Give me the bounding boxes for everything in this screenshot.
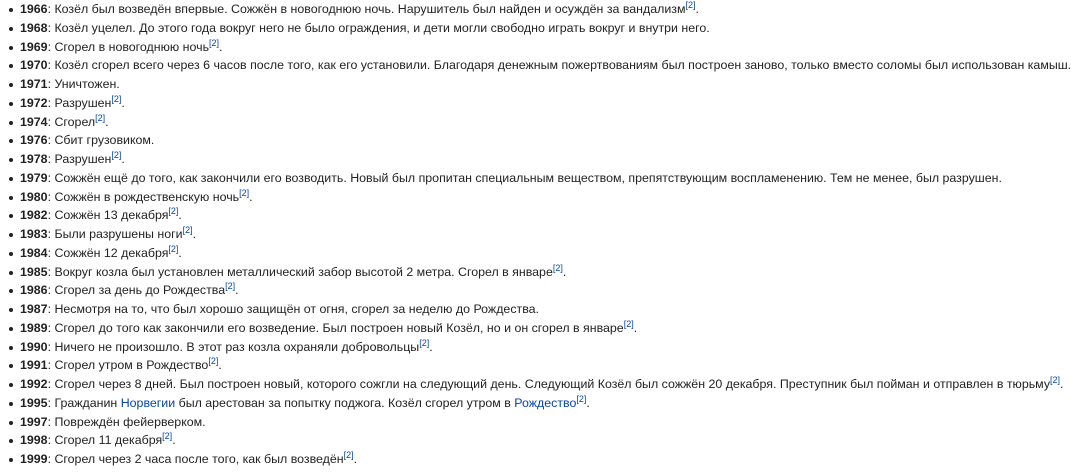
event-text: : Были разрушены ноги [47, 227, 183, 241]
event-text: : Сгорел [47, 114, 96, 129]
list-item [6, 394, 1024, 413]
bullet-icon [9, 439, 13, 443]
bullet-icon [9, 346, 13, 350]
event-year: 1972 [20, 95, 48, 110]
event-text: : Сбит грузовиком. [47, 133, 155, 148]
event-year: 1979 [20, 170, 48, 185]
event-text: : Гражданин [47, 395, 121, 410]
event-text: . [1060, 377, 1064, 391]
list-item [6, 356, 1024, 375]
event-text: . [695, 2, 699, 16]
event-year: 1970 [20, 58, 48, 73]
event-text: : Сгорел через 2 часа после того, как был возведён [47, 452, 344, 466]
bullet-icon [9, 289, 13, 293]
event-year: 1991 [20, 358, 48, 373]
bullet-icon [9, 421, 13, 425]
wiki-link[interactable]: Норвегии [120, 395, 176, 410]
event-year: 1966 [20, 2, 48, 16]
event-year: 1986 [20, 283, 48, 298]
event-year: 1968 [20, 20, 48, 35]
event-year: 1990 [20, 339, 48, 354]
event-year: 1971 [20, 77, 48, 91]
event-year: 1982 [20, 208, 48, 223]
bullet-icon [9, 196, 13, 200]
list-item [6, 169, 1024, 188]
event-text: . [105, 114, 109, 129]
list-item [6, 131, 1024, 150]
event-text: : Вокруг козла был установлен металлический забор высотой 2 метра. Сгорел в январе [47, 264, 553, 279]
event-year: 1995 [20, 395, 48, 410]
bullet-icon [9, 8, 13, 12]
bullet-icon [9, 308, 13, 312]
event-text: . [633, 320, 638, 335]
event-text: . [218, 358, 222, 373]
event-text: . [353, 452, 358, 466]
event-year: 1997 [20, 414, 48, 429]
event-text: : Сгорел через 8 дней. Был построен новый, которого сожгли на следующий день. Следующий Козёл был сожжён 20 декабря. Преступник был пойман и отправлен в тюрьму [47, 377, 1051, 391]
event-year: 1980 [20, 189, 48, 204]
list-item [6, 450, 1024, 469]
bullet-icon [9, 158, 13, 162]
list-item [6, 56, 1071, 75]
event-text: . [586, 395, 590, 410]
event-year: 1978 [20, 152, 48, 166]
event-year: 1992 [20, 377, 48, 391]
reference-link[interactable]: [2] [168, 243, 179, 254]
reference-link[interactable]: [2] [95, 112, 106, 123]
event-text: : Сгорел утром в Рождество [47, 358, 209, 373]
bullet-icon [9, 102, 13, 106]
reference-link[interactable]: [2] [111, 149, 122, 160]
reference-link[interactable]: [2] [623, 318, 634, 329]
event-text: : Сожжён 13 декабря [47, 208, 169, 223]
bullet-icon [9, 177, 13, 181]
list-item [6, 38, 1024, 57]
list-item [6, 113, 1024, 132]
event-text: : Сгорел 11 декабря [47, 433, 163, 448]
event-text: . [192, 227, 197, 241]
list-item [6, 263, 1024, 282]
reference-link[interactable]: [2] [1050, 374, 1061, 385]
bullet-icon [9, 46, 13, 50]
reference-link[interactable]: [2] [208, 356, 219, 367]
list-item [6, 244, 1024, 263]
list-item [6, 19, 1024, 38]
reference-link[interactable]: [2] [576, 393, 587, 404]
reference-link[interactable]: [2] [209, 37, 220, 48]
list-item [6, 319, 1024, 338]
event-text: : Сгорел до того как закончили его возведение. Был построен новый Козёл, но и он сгорел в январе [47, 320, 624, 335]
event-text: : Козёл сгорел всего через 6 часов после того, как его установили. Благодаря денежным пожертвованиям был построен заново, только вместо соломы был использован камыш. [47, 58, 1071, 73]
event-text: : Разрушен [47, 152, 112, 166]
event-year: 1976 [20, 133, 48, 148]
event-text: : Несмотря на то, что был хорошо защищён от огня, сгорел за неделю до Рождества. [47, 302, 539, 316]
event-year: 1983 [20, 227, 48, 241]
event-text: : Сожжён в рождественскую ночь [47, 189, 240, 204]
bullet-icon [9, 383, 13, 387]
event-text: . [249, 189, 253, 204]
list-item [6, 413, 1024, 432]
bullet-icon [9, 83, 13, 87]
event-text: : Козёл уцелел. До этого года вокруг него не было ограждения, и дети могли свободно играть вокруг и внутри него. [47, 20, 710, 35]
event-text: : Повреждён фейерверком. [47, 414, 206, 429]
event-year: 1998 [20, 433, 48, 448]
reference-link[interactable]: [2] [182, 224, 193, 235]
bullet-icon [9, 121, 13, 125]
bullet-icon [9, 214, 13, 218]
wiki-link[interactable]: Рождество [514, 395, 577, 410]
event-text: . [121, 152, 125, 166]
event-year: 1984 [20, 245, 48, 260]
bullet-icon [9, 402, 13, 406]
list-item [6, 94, 1024, 113]
event-text: : Сгорел в новогоднюю ночь [47, 39, 210, 54]
reference-link[interactable]: [2] [685, 0, 696, 10]
bullet-icon [9, 27, 13, 31]
bullet-icon [9, 252, 13, 256]
bullet-icon [9, 271, 13, 275]
event-text: . [219, 39, 223, 54]
reference-link[interactable]: [2] [419, 337, 430, 348]
event-text: : Сожжён 12 декабря [47, 245, 169, 260]
reference-link[interactable]: [2] [162, 431, 173, 442]
event-text: . [235, 283, 239, 298]
list-item [6, 75, 1024, 94]
bullet-icon [9, 327, 13, 331]
event-text: . [562, 264, 567, 279]
event-text: был арестован за попытку поджога. Козёл сгорел утром в [175, 395, 515, 410]
list-item [6, 300, 1024, 319]
list-item [6, 150, 1024, 169]
event-text: : Разрушен [47, 95, 112, 110]
event-text: : Сгорел за день до Рождества [47, 283, 226, 298]
list-item [6, 338, 1024, 357]
event-text: . [178, 245, 182, 260]
reference-link[interactable]: [2] [343, 449, 354, 460]
list-item [6, 281, 1024, 300]
event-text: : Козёл был возведён впервые. Сожжён в новогоднюю ночь. Нарушитель был найден и осуждён за вандализм [47, 2, 686, 16]
event-year: 1985 [20, 264, 48, 279]
event-text: : Сожжён ещё до того, как закончили его возводить. Новый был пропитан специальным веществом, препятствующим воспламенению. Тем не менее, был разрушен. [47, 170, 1002, 185]
event-year: 1974 [20, 114, 48, 129]
reference-link[interactable]: [2] [239, 187, 250, 198]
list-item [6, 431, 1024, 450]
event-year: 1989 [20, 320, 48, 335]
event-year: 1999 [20, 452, 48, 466]
list-item [6, 0, 1024, 19]
reference-link[interactable]: [2] [225, 281, 236, 292]
bullet-icon [9, 64, 13, 68]
bullet-icon [9, 364, 13, 368]
bullet-icon [9, 233, 13, 237]
event-year: 1969 [20, 39, 48, 54]
event-text: . [178, 208, 182, 223]
reference-link[interactable]: [2] [168, 206, 179, 217]
bullet-icon [9, 458, 13, 462]
event-text: . [429, 339, 433, 354]
list-item [6, 188, 1024, 207]
event-text: : Уничтожен. [47, 77, 120, 91]
reference-link[interactable]: [2] [111, 93, 122, 104]
event-year: 1987 [20, 302, 48, 316]
reference-link[interactable]: [2] [552, 262, 563, 273]
list-item [6, 225, 1024, 244]
event-text: . [172, 433, 176, 448]
list-item [6, 374, 1064, 394]
event-text: : Ничего не произошло. В этот раз козла охраняли добровольцы [47, 339, 420, 354]
bullet-icon [9, 139, 13, 143]
event-text: . [121, 95, 125, 110]
list-item [6, 206, 1024, 225]
